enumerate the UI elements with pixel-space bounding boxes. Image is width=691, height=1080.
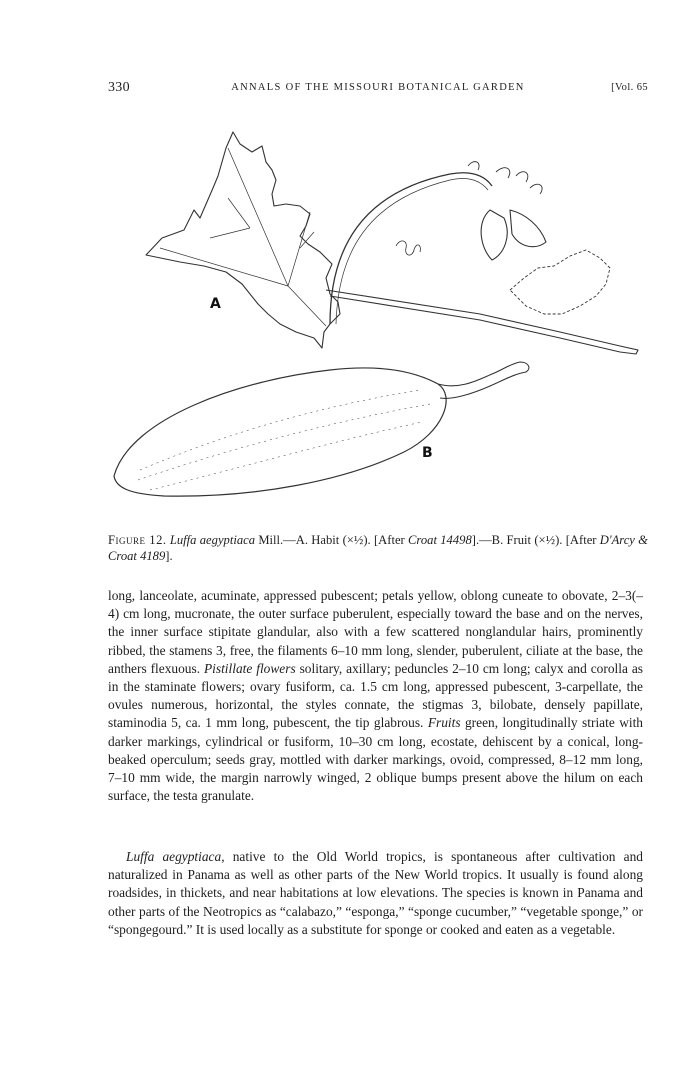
paragraph-description <box>108 587 643 805</box>
stem-a-arc <box>330 173 492 324</box>
leaf-a-small <box>510 250 610 314</box>
volume-label: [Vol. 65 <box>611 82 648 93</box>
panel-label-b: B <box>422 445 433 461</box>
caption-species: Luffa aegyptiaca <box>169 533 256 547</box>
caption-specimen-a: Croat 14498 <box>408 533 472 547</box>
stem-a-arc-inner <box>336 178 488 324</box>
figure-illustration <box>100 118 660 518</box>
fruit-b-beak <box>438 362 529 398</box>
fruit-b-outline <box>114 368 446 496</box>
para2-species: Luffa aegyptiaca <box>126 849 222 864</box>
caption-end: ]. <box>165 549 173 563</box>
para1-fruits: Fruits <box>427 715 461 731</box>
petiole-a <box>326 290 638 354</box>
page-number: 330 <box>108 80 130 95</box>
caption-specimen-b: D'Arcy & Croat 4189 <box>108 533 648 563</box>
para1-text-3: green, longitudinally striate with darker markings, cylindrical or fusiform, 10–30 cm long, ecostate, dehiscent by a conical, long-beaked operculum; seeds gray, mottled with darker markings, ovoid, compressed, 8–12 mm long, 7–10 mm wide, the margin narrowly winged, 2 oblique bumps present above the hilum on each surface, the testa granulate. <box>108 715 643 804</box>
journal-title: ANNALS OF THE MISSOURI BOTANICAL GARDEN <box>231 82 525 93</box>
caption-author: Mill.—A. Habit (×½). [After <box>255 533 409 547</box>
flower-a-1 <box>481 210 507 260</box>
figure-caption <box>108 532 648 564</box>
caption-figure-number: Figure 12. <box>108 533 167 547</box>
tendril-a <box>396 241 420 255</box>
para2-text: , native to the Old World tropics, is spontaneous after cultivation and naturalized in Panama as well as other parts of the New World tropics. It usually is found along roadsides, in thickets, and near habitations at low elevations. The species is known in Panama and other parts of the Neotropics as “calabazo,” “esponga,” “sponge cucumber,” “vegetable sponge,” or “spongegourd.” It is used locally as a substitute for sponge or cooked and eaten as a vegetable. <box>108 849 643 937</box>
para1-text-2: solitary, axillary; peduncles 2–10 cm long; calyx and corolla as in the staminate flowers; ovary fusiform, ca. 1.5 cm long, appressed pubescent, 3-carpellate, the ovules numerous, horizontal, the styles connate, the stigmas 3, bilobate, densely papillate, staminodia 5, ca. 1 mm long, pubescent, the tip glabrous. <box>108 660 643 731</box>
leaf-a-outline <box>146 132 340 348</box>
flower-a-2 <box>510 210 546 247</box>
caption-middle: ].—B. Fruit (×½). [After <box>471 533 600 547</box>
flower-a-buds <box>468 162 542 194</box>
para1-pistillate: Pistillate flowers <box>203 660 296 676</box>
panel-label-a: A <box>210 296 221 312</box>
paragraph-distribution <box>108 848 643 939</box>
para1-text-1: long, lanceolate, acuminate, appressed pubescent; petals yellow, oblong cuneate to obovate, 2–3(–4) cm long, mucronate, the outer surface puberulent, especially toward the base and on the nerves, the inner surface stipitate glandular, also with a few scattered nonglandular hairs, prominently ribbed, the stamens 3, free, the filaments 6–10 mm long, slender, puberulent, ciliate at the base, the anthers flexuous. <box>108 588 643 676</box>
luffa-drawing <box>100 118 660 518</box>
fruit-b-striations <box>138 390 430 490</box>
running-head <box>108 80 648 100</box>
